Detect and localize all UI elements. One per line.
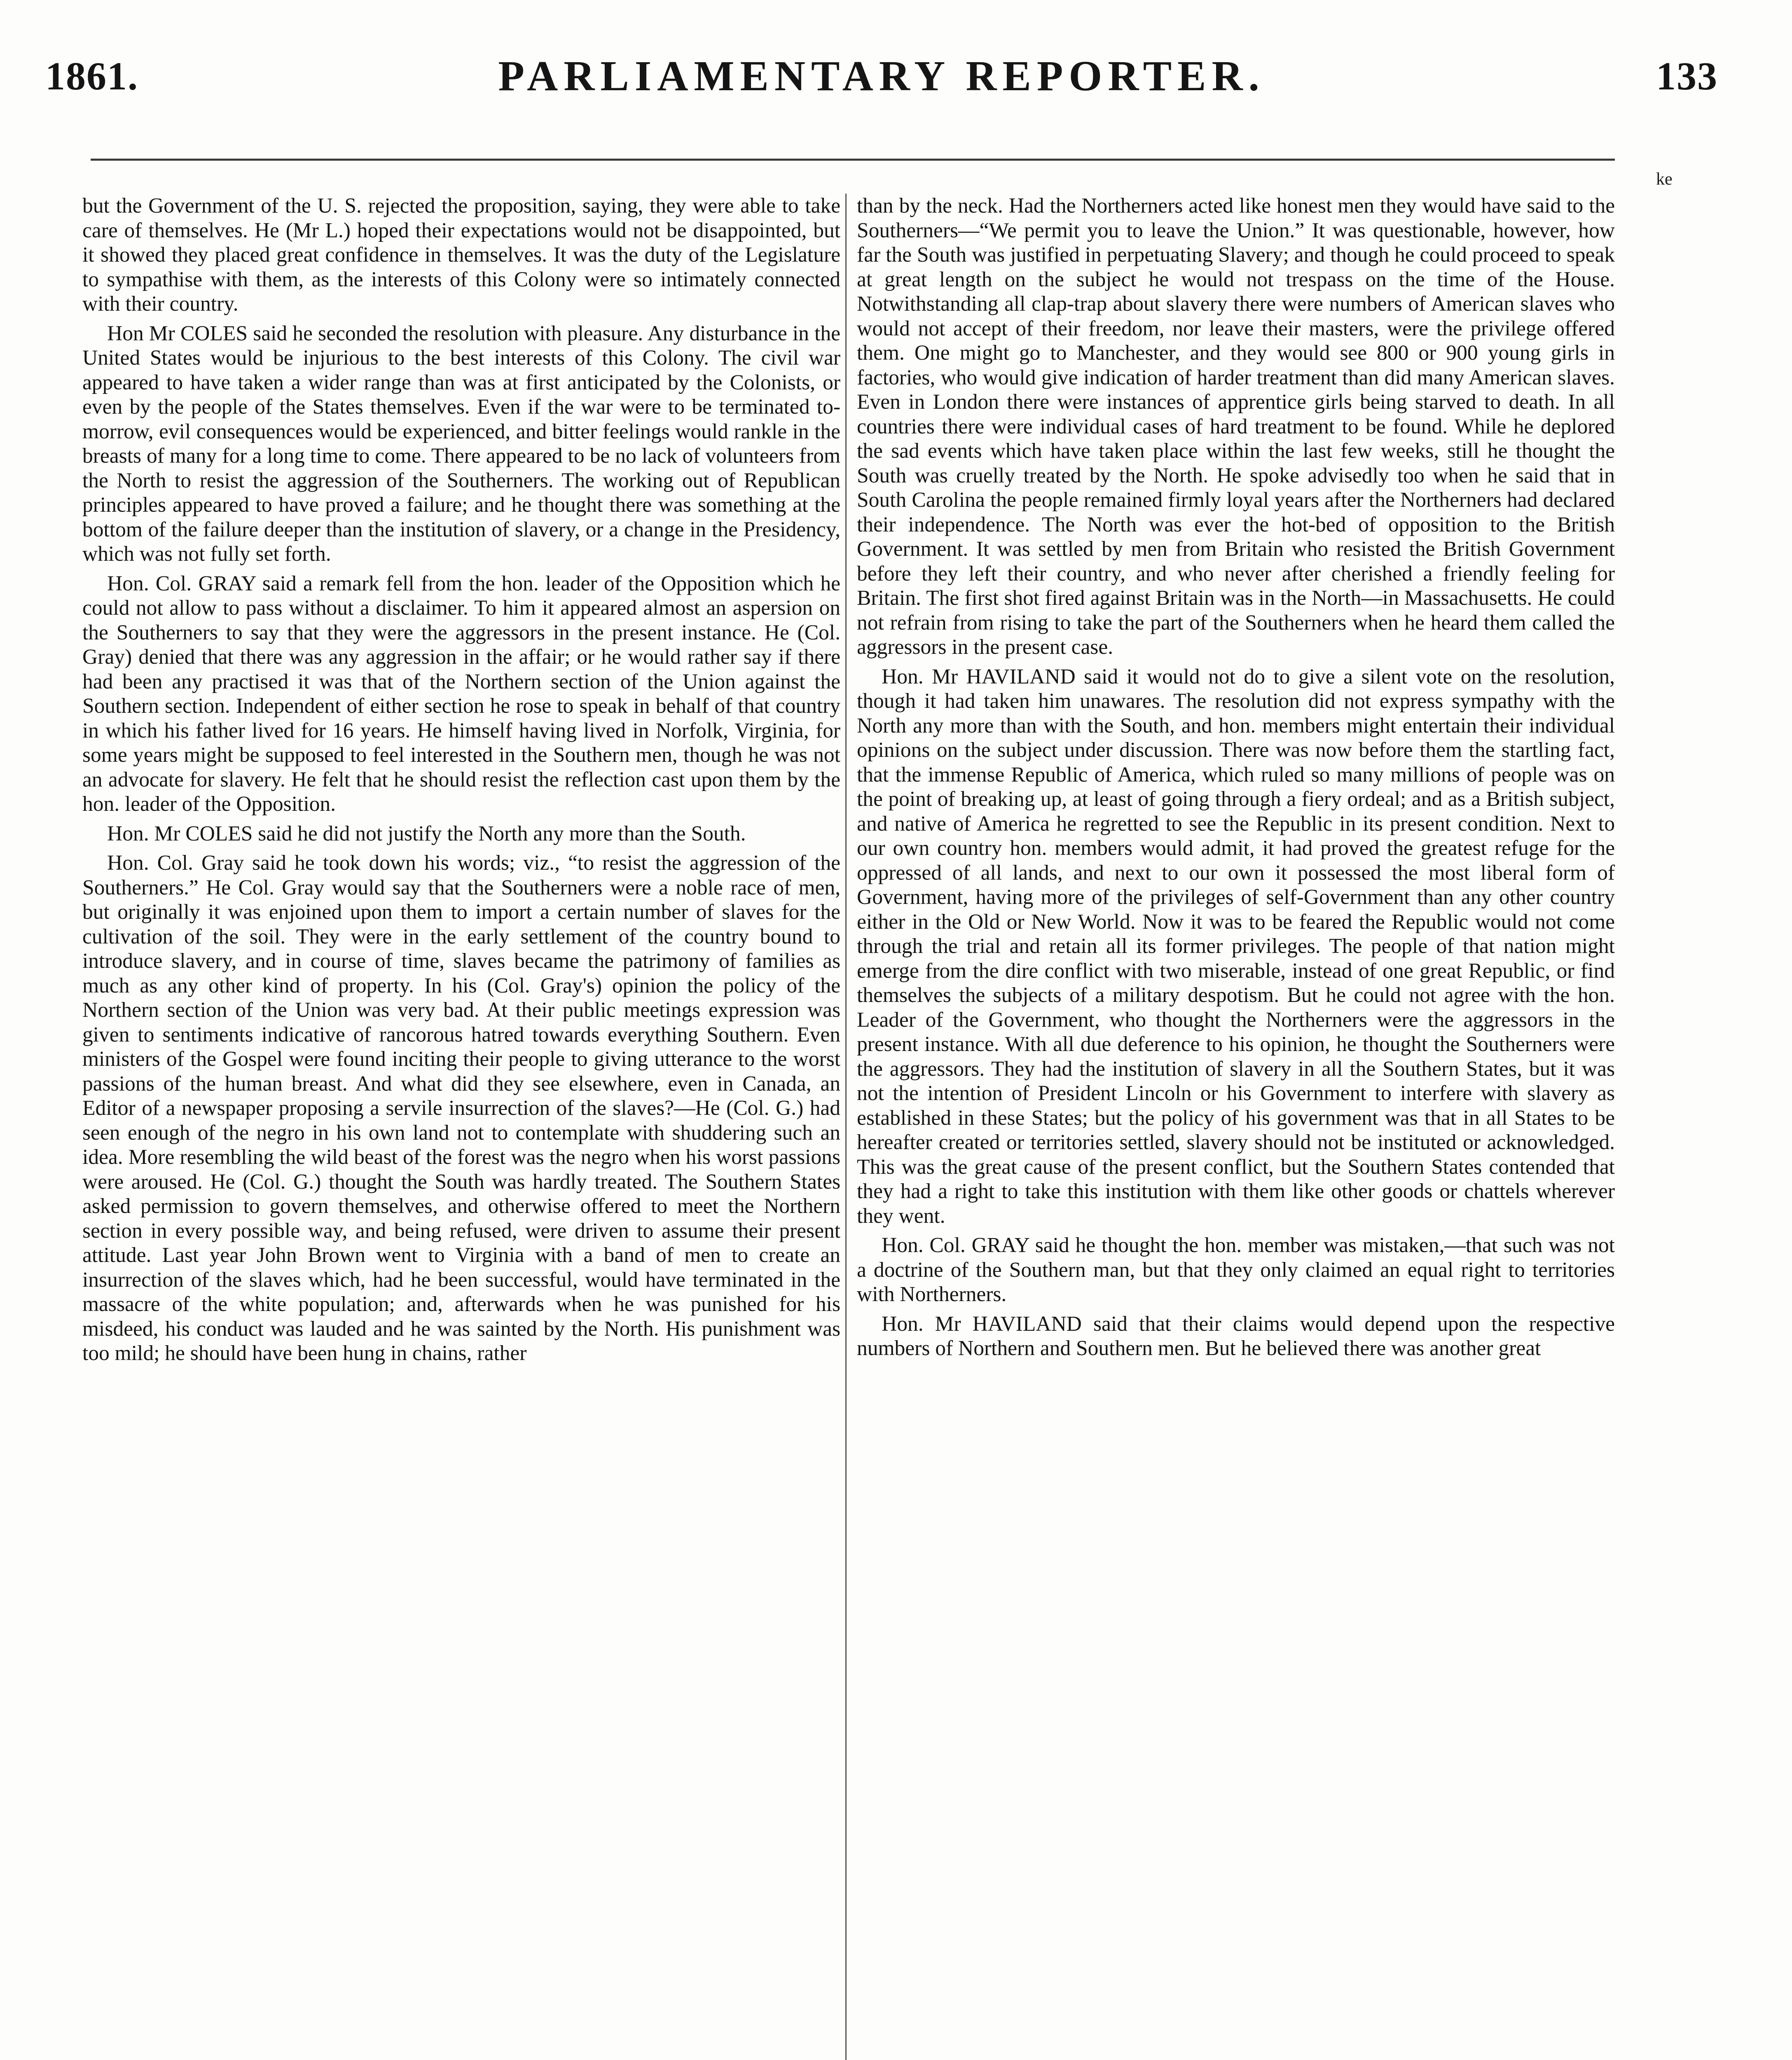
header-year: 1861. — [45, 54, 138, 98]
paragraph: than by the neck. Had the Northerners acted like honest men they would have said to the Southerners—“We permit you to leave the Union.” It was questionable, however, how far the South was justified in perpetuating Slavery; and though he could proceed to speak at great length on the subject he would not trespass on the time of the House. Notwithstanding all clap-trap about slavery there were numbers of American slaves who would not accept of their freedom, nor leave their masters, were the privilege offered them. One might go to Manchester, and they would see 800 or 900 young girls in factories, who would give indication of harder treatment than did many American slaves. Even in London there were instances of apprentice girls being starved to death. In all countries there were individual cases of hard treatment to be found. While he deplored the sad events which have taken place within the last few weeks, still he thought the South was cruelly treated by the North. He spoke advisedly too when he said that in South Carolina the people remained firmly loyal years after the Northerners had declared their independence. The North was ever the hot-bed of opposition to the British Government. It was settled by men from Britain who resisted the British Government before they left their country, and who never after cherished a friendly feeling for Britain. The first shot fired against Britain was in the North—in Massachusetts. He could not refrain from rising to take the part of the Southerners when he heard them called the aggressors in the present case. — [857, 194, 1615, 659]
paragraph: Hon. Mr HAVILAND said it would not do to give a silent vote on the resolution, though it had taken him unawares. The resolution did not express sympathy with the North any more than with the South, and hon. members might entertain their individual opinions on the subject under discussion. There was now before them the startling fact, that the immense Republic of America, which ruled so many millions of people was on the point of breaking up, at least of going through a fiery ordeal; and as a British subject, and native of America he regretted to see the Republic in its present condition. Next to our own country hon. members would admit, it had proved the greatest refuge for the oppressed of all lands, and next to our own it possessed the most liberal form of Government, having more of the privileges of self-Government than any other country either in the Old or New World. Now it was to be feared the Republic would not come through the trial and retain all its former privileges. The people of that nation might emerge from the dire conflict with two miserable, instead of one great Republic, or find themselves the subjects of a military despotism. But he could not agree with the hon. Leader of the Government, who thought the Northerners were the aggressors in the present instance. With all due deference to his opinion, he thought the Southerners were the aggressors. They had the institution of slavery in all the Southern States, but it was not the intention of President Lincoln or his Government to interfere with slavery as established in these States; but the policy of his government was that in all States to be hereafter created or territories settled, slavery should not be instituted or acknowledged. This was the great cause of the present conflict, but the Southern States contended that they had a right to take this institution with them like other goods or chattels wherever they went. — [857, 665, 1615, 1228]
paragraph: Hon. Col. GRAY said a remark fell from the hon. leader of the Opposition which he could not allow to pass without a disclaimer. To him it appeared almost an aspersion on the Southerners to say that they were the aggressors in the present instance. He (Col. Gray) denied that there was any aggression in the affair; or he would rather say if there had been any practised it was that of the Northern section of the Union against the Southern section. Independent of either section he rose to speak in behalf of that country in which his father lived for 16 years. He himself having lived in Norfolk, Virginia, for some years might be supposed to feel interested in the Southern men, though he was not an advocate for slavery. He felt that he should resist the reflection cast upon them by the hon. leader of the Opposition. — [82, 571, 840, 816]
paragraph: Hon. Col. GRAY said he thought the hon. member was mistaken,—that such was not a doctrine of the Southern man, but that they only claimed an equal right to territories with Northerners. — [857, 1234, 1615, 1306]
paragraph: Hon. Mr HAVILAND said that their claims would depend upon the respective numbers of Northern and Southern men. But he believed there was another great — [857, 1312, 1615, 1360]
running-head — [45, 45, 1718, 107]
paragraph: but the Government of the U. S. rejected the proposition, saying, they were able to take care of themselves. He (Mr L.) hoped their expectations would not be disappointed, but it showed they placed great confidence in themselves. It was the duty of the Legislature to sympathise with them, as the interests of this Colony were so intimately connected with their country. — [82, 194, 840, 316]
paragraph: Hon. Col. Gray said he took down his words; viz., “to resist the aggression of the Southerners.” He Col. Gray would say that the Southerners were a noble race of men, but originally it was enjoined upon them to import a certain number of slaves for the cultivation of the soil. They were in the early settlement of the country bound to introduce slavery, and in course of time, slaves became the patrimony of families as much as any other kind of property. In his (Col. Gray's) opinion the policy of the Northern section of the Union was very bad. At their public meetings expression was given to sentiments indicative of rancorous hatred towards everything Southern. Even ministers of the Gospel were found inciting their people to giving utterance to the worst passions of the human breast. And what did they see elsewhere, even in Canada, an Editor of a newspaper proposing a servile insurrection of the slaves?—He (Col. G.) had seen enough of the negro in his own land not to contemplate with shuddering such an idea. More resembling the wild beast of the forest was the negro when his worst passions were aroused. He (Col. G.) thought the South was hardly treated. The Southern States asked permission to govern themselves, and otherwise offered to meet the Northern section in every possible way, and being refused, were driven to assume their present attitude. Last year John Brown went to Virginia with a band of men to create an insurrection of the slaves which, had he been successful, would have terminated in the massacre of the white population; and, afterwards when he was punished for his misdeed, his conduct was lauded and he was sainted by the North. His punishment was too mild; he should have been hung in chains, rather — [82, 851, 840, 1365]
paragraph: Hon Mr COLES said he seconded the resolution with pleasure. Any disturbance in the United States would be injurious to the best interests of this Colony. The civil war appeared to have taken a wider range than was at first anticipated by the Colonists, or even by the people of the States themselves. Even if the war were to be terminated to-morrow, evil consequences would be experienced, and bitter feelings would rankle in the breasts of many for a long time to come. There appeared to be no lack of volunteers from the North to resist the aggression of the Southerners. The working out of Republican principles appeared to have proved a failure; and he thought there was something at the bottom of the failure deeper than the institution of slavery, or a change in the Presidency, which was not fully set forth. — [82, 321, 840, 566]
right-column — [857, 194, 1615, 2060]
margin-fragment: ke — [1656, 170, 1673, 189]
header-rule — [91, 159, 1615, 161]
header-title: PARLIAMENTARY REPORTER. — [498, 52, 1265, 100]
paragraph: Hon. Mr COLES said he did not justify the North any more than the South. — [107, 822, 746, 845]
left-column — [82, 194, 840, 2060]
header-page-number: 133 — [1656, 54, 1718, 98]
column-divider — [845, 194, 847, 2060]
